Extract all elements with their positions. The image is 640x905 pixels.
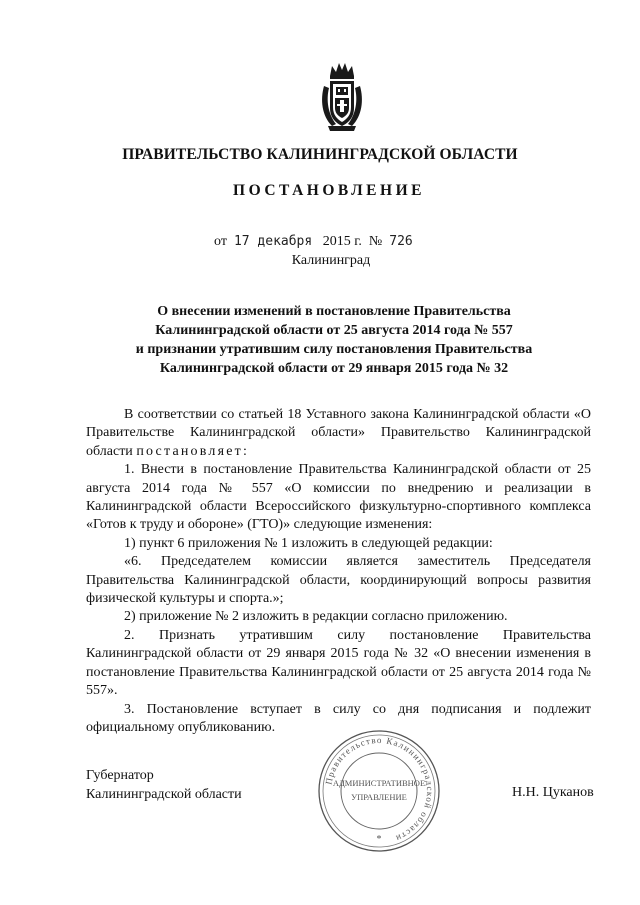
document-type-heading: ПОСТАНОВЛЕНИЕ: [233, 182, 425, 199]
number-sign: №: [368, 234, 383, 249]
subject-line: О внесении изменений в постановление Правительства: [157, 304, 511, 319]
date-number-line: [214, 234, 413, 250]
date-day-month: 17 декабря: [233, 234, 313, 249]
subject-line: и признании утратившим силу постановления Правительства: [135, 342, 533, 357]
document-number: 726: [389, 234, 413, 249]
signatory-region: Калининградской области: [86, 787, 242, 802]
official-stamp: [316, 728, 442, 854]
body-paragraph-item1-1: 1) пункт 6 приложения № 1 изложить в следующей редакции:: [124, 535, 493, 551]
body-paragraph-item1-2: 2) приложение № 2 изложить в редакции согласно приложению.: [124, 609, 508, 625]
stamp-inner-line2: УПРАВЛЕНИЕ: [351, 792, 407, 802]
intro-verb: постановляет: [136, 443, 243, 459]
government-title: ПРАВИТЕЛЬСТВО КАЛИНИНГРАДСКОЙ ОБЛАСТИ: [122, 146, 518, 163]
stamp-inner-line1: АДМИНИСТРАТИВНОЕ: [332, 778, 426, 788]
body-paragraph-item1: 1. Внести в постановление Правительства Калининградской области от 25 августа 2014 года № 557 «О комиссии по внедрению и реализации в Калининградской области Всероссийского физкультурно-спортивного комплекса «Готов к труду и обороне» (ГТО)» следующие изменения:: [86, 462, 591, 533]
date-prefix: от: [214, 234, 227, 249]
date-year: 2015 г.: [322, 234, 362, 249]
signatory-position: [86, 766, 242, 804]
document-body: [86, 406, 591, 737]
subject-line: Калининградской области от 25 августа 2014 года № 557: [155, 323, 513, 338]
body-paragraph-intro: [86, 406, 591, 461]
intro-colon: :: [242, 443, 247, 459]
coat-of-arms-emblem: [318, 60, 366, 134]
body-paragraph-item3: 3. Постановление вступает в силу со дня подписания и подлежит официальному опубликованию.: [86, 701, 591, 735]
intro-text: В соответствии со статьей 18 Уставного закона Калининградской области «О Правительстве Калининградской области» Правительство Калининградской области: [86, 407, 591, 459]
document-subject: [100, 302, 568, 378]
signatory-title: Губернатор: [86, 768, 154, 783]
stamp-ring-text: Правительство Калининградской области: [323, 734, 436, 844]
stamp-star: *: [376, 834, 382, 845]
body-paragraph-item1-quote: «6. Председателем комиссии является заместитель Председателя Правительства Калининградской области, координирующий вопросы развития физической культуры и спорта.»;: [86, 554, 591, 607]
body-paragraph-item2: 2. Признать утратившим силу постановление Правительства Калининградской области от 29 января 2015 года № 32 «О внесении изменения в постановление Правительства Калининградской области от 25 августа 2014 года № 557».: [86, 627, 591, 699]
subject-line: Калининградской области от 29 января 2015 года № 32: [159, 361, 509, 376]
signatory-name: Н.Н. Цуканов: [512, 785, 594, 800]
city-name: Калининград: [291, 253, 371, 268]
